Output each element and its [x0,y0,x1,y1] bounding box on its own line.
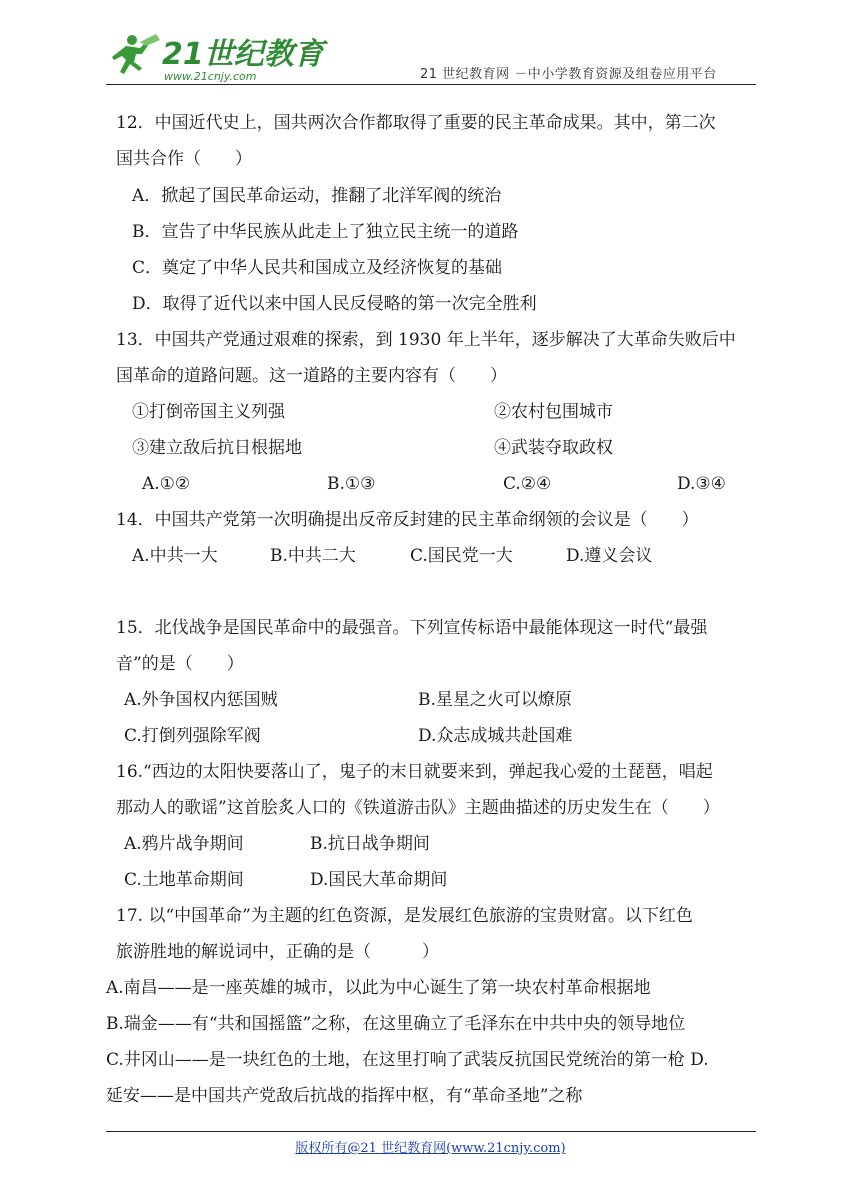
q15-option-b: B.星星之火可以燎原 [418,690,572,710]
q12-stem-line2: 国共合作（ ） [116,149,252,169]
q12-option-d: D．取得了近代以来中国人民反侵略的第一次完全胜利 [132,294,537,314]
q12-option-b: B．宣告了中华民族从此走上了独立民主统一的道路 [132,222,519,242]
site-logo [106,30,324,86]
runner-icon [112,34,160,74]
page-header [0,0,861,90]
q15-stem-line2: 音”的是（ ） [116,654,244,674]
q13-option-d: D.③④ [677,474,726,494]
q13-item-1: ①打倒帝国主义列强 [132,402,285,422]
q15-option-a: A.外争国权内惩国贼 [124,690,278,710]
q12-stem-line1: 12．中国近代史上，国共两次合作都取得了重要的民主革命成果。其中，第二次 [116,113,716,133]
q16-option-c: C.土地革命期间 [124,870,244,890]
q15-stem-line1: 15．北伐战争是国民革命中的最强音。下列宣传标语中最能体现这一时代“最强 [116,618,708,638]
q13-stem-line1: 13．中国共产党通过艰难的探索，到 1930 年上半年，逐步解决了大革命失败后中 [116,330,736,350]
q15-option-c: C.打倒列强除军阀 [124,726,261,746]
header-divider [106,84,756,85]
footer-copyright-link[interactable]: 版权所有@21 世纪教育网(www.21cnjy.com) [295,1141,566,1156]
q13-item-3: ③建立敌后抗日根据地 [132,438,302,458]
q13-item-2: ②农村包围城市 [494,402,613,422]
q14-option-a: A.中共一大 [132,546,218,566]
q17-option-b: B.瑞金——有“共和国摇篮”之称，在这里确立了毛泽东在中共中央的领导地位 [106,1014,686,1034]
q16-option-d: D.国民大革命期间 [310,870,448,890]
q14-option-d: D.遵义会议 [566,546,653,566]
q13-option-b: B.①③ [327,474,376,494]
q15-option-d: D.众志成城共赴国难 [418,726,573,746]
q17-stem-line2: 旅游胜地的解说词中，正确的是（ ） [116,942,439,962]
footer-divider [106,1131,756,1132]
q17-stem-line1: 17. 以“中国革命”为主题的红色资源，是发展红色旅游的宝贵财富。以下红色 [116,906,693,926]
q12-option-a: A．掀起了国民革命运动，推翻了北洋军阀的统治 [132,186,502,206]
q16-option-b: B.抗日战争期间 [310,834,430,854]
q17-option-c: C.井冈山——是一块红色的土地，在这里打响了武装反抗国民党统治的第一枪 D. [106,1050,709,1070]
q13-item-4: ④武装夺取政权 [494,438,613,458]
q13-option-c: C.②④ [503,474,552,494]
q16-stem-line2: 那动人的歌谣”这首脍炙人口的《铁道游击队》主题曲描述的历史发生在（ ） [116,798,720,818]
q13-option-a: A.①② [142,474,191,494]
q16-option-a: A.鸦片战争期间 [124,834,244,854]
logo-url: www.21cnjy.com [164,70,257,83]
q14-option-b: B.中共二大 [270,546,356,566]
q14-option-c: C.国民党一大 [410,546,513,566]
q14-stem: 14．中国共产党第一次明确提出反帝反封建的民主革命纲领的会议是（ ） [116,510,699,530]
site-tagline: 21 世纪教育网 －中小学教育资源及组卷应用平台 [420,67,717,82]
logo-title: 21世纪教育 [162,37,324,72]
q17-option-d: 延安——是中国共产党敌后抗战的指挥中枢，有“革命圣地”之称 [106,1086,583,1106]
q13-stem-line2: 国革命的道路问题。这一道路的主要内容有（ ） [116,366,507,386]
q17-option-a: A.南昌——是一座英雄的城市，以此为中心诞生了第一块农村革命根据地 [106,978,651,998]
q12-option-c: C．奠定了中华人民共和国成立及经济恢复的基础 [132,258,503,278]
q16-stem-line1: 16.“西边的太阳快要落山了，鬼子的末日就要来到，弹起我心爱的土琵琶，唱起 [116,762,713,782]
